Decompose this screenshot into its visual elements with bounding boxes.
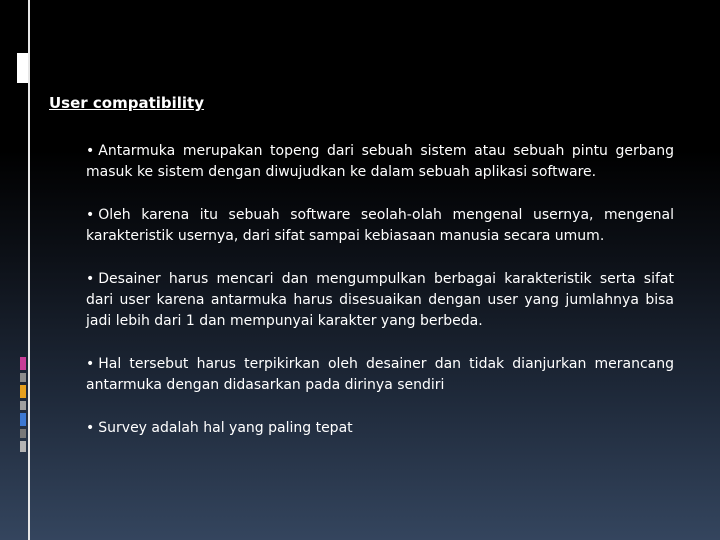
left-vertical-rule [28,0,30,540]
bullet-text: Hal tersebut harus terpikirkan oleh desainer dan tidak dianjurkan merancang antarmuka dengan didasarkan pada dirinya sendiri [86,356,674,393]
color-bar [20,429,26,438]
bullet-text: Desainer harus mencari dan mengumpulkan berbagai karakteristik serta sifat dari user karena antarmuka harus disesuaikan dengan user yang jumlahnya bisa jadi lebih dari 1 dan mempunyai karakter yang berbeda. [86,271,674,329]
slide-heading: User compatibility [49,94,205,112]
color-bar [20,357,26,370]
bullet-text: Antarmuka merupakan topeng dari sebuah sistem atau sebuah pintu gerbang masuk ke sistem dengan diwujudkan ke dalam sebuah aplikasi software. [86,143,674,180]
bullet-glyph: • [86,207,95,223]
bullet-glyph: • [86,356,95,372]
bullet-item [86,141,674,183]
bullet-glyph: • [86,271,95,287]
bullet-item [86,354,674,396]
color-bar-strip [20,357,26,455]
color-bar [20,401,26,410]
top-accent-block [17,53,28,83]
color-bar [20,413,26,426]
color-bar [20,441,26,452]
bullet-text: Oleh karena itu sebuah software seolah-olah mengenal usernya, mengenal karakteristik usernya, dari sifat sampai kebiasaan manusia secara umum. [86,207,674,244]
bullet-item [86,418,674,439]
bullet-glyph: • [86,143,95,159]
bullet-item [86,269,674,332]
color-bar [20,373,26,382]
color-bar [20,385,26,398]
bullet-glyph: • [86,420,95,436]
bullet-list [86,141,674,439]
bullet-item [86,205,674,247]
bullet-text: Survey adalah hal yang paling tepat [98,420,353,436]
